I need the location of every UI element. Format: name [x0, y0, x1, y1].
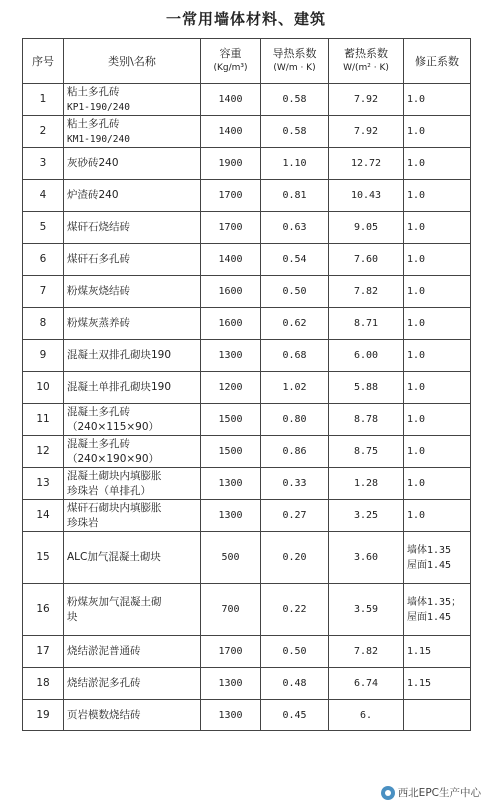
- cell-conductivity: 0.22: [261, 584, 329, 636]
- cell-name: [64, 372, 201, 404]
- cell-name: [64, 212, 201, 244]
- cell-storage: 3.59: [329, 584, 404, 636]
- cell-density: 1700: [201, 636, 261, 668]
- cell-name: [64, 636, 201, 668]
- material-name: 混凝土单排孔砌块190: [67, 381, 172, 393]
- cell-correction: [404, 436, 471, 468]
- table-row: [23, 532, 471, 584]
- cell-index: 4: [23, 180, 64, 212]
- correction-value: 1.0: [407, 446, 426, 457]
- cell-storage: 6.00: [329, 340, 404, 372]
- table-row: [23, 244, 471, 276]
- correction-value: 1.0: [407, 190, 426, 201]
- material-subname: 珍珠岩: [67, 516, 99, 529]
- material-name: 混凝土双排孔砌块190: [67, 349, 172, 361]
- cell-name: [64, 276, 201, 308]
- table-row: [23, 404, 471, 436]
- cell-density: 1200: [201, 372, 261, 404]
- cell-correction: [404, 500, 471, 532]
- cell-name: [64, 340, 201, 372]
- cell-name: [64, 244, 201, 276]
- cell-index: 3: [23, 148, 64, 180]
- cell-name: [64, 700, 201, 731]
- cell-index: 6: [23, 244, 64, 276]
- material-subname: KM1-190/240: [67, 133, 130, 145]
- header-row: [23, 39, 471, 84]
- cell-density: 1600: [201, 308, 261, 340]
- material-subname: （240×115×90）: [67, 420, 160, 433]
- material-name: 烧结淤泥多孔砖: [67, 677, 141, 689]
- cell-density: 1300: [201, 340, 261, 372]
- header-conductivity: [261, 39, 329, 84]
- correction-value: 墙体1.35；: [407, 596, 462, 608]
- material-subname: KP1-190/240: [67, 101, 130, 113]
- cell-correction: [404, 84, 471, 116]
- cell-conductivity: 0.86: [261, 436, 329, 468]
- cell-storage: 6.: [329, 700, 404, 731]
- header-correction: 修正系数: [404, 39, 471, 84]
- cell-storage: 6.74: [329, 668, 404, 700]
- table-row: [23, 276, 471, 308]
- correction-value: 1.0: [407, 222, 426, 233]
- table-row: [23, 636, 471, 668]
- material-name: 粉煤灰加气混凝土砌: [67, 595, 162, 608]
- cell-density: 1700: [201, 212, 261, 244]
- correction-value: 1.0: [407, 382, 426, 393]
- cell-name: [64, 116, 201, 148]
- cell-storage: 8.78: [329, 404, 404, 436]
- cell-correction: [404, 340, 471, 372]
- cell-index: 13: [23, 468, 64, 500]
- cell-index: 15: [23, 532, 64, 584]
- table-row: [23, 500, 471, 532]
- cell-conductivity: 1.02: [261, 372, 329, 404]
- correction-value: 1.0: [407, 254, 426, 265]
- table-row: [23, 436, 471, 468]
- wechat-account-icon: [381, 786, 395, 800]
- cell-density: 1400: [201, 116, 261, 148]
- cell-storage: 12.72: [329, 148, 404, 180]
- material-name: 页岩模数烧结砖: [67, 708, 141, 721]
- correction-value: 1.0: [407, 158, 426, 169]
- cell-index: 12: [23, 436, 64, 468]
- material-name: 混凝土砌块内填膨胀: [67, 469, 162, 482]
- cell-correction: [404, 468, 471, 500]
- cell-index: 10: [23, 372, 64, 404]
- header-name: 类别\名称: [64, 39, 201, 84]
- cell-conductivity: 0.45: [261, 700, 329, 731]
- cell-density: 1400: [201, 244, 261, 276]
- cell-storage: 3.25: [329, 500, 404, 532]
- cell-index: 8: [23, 308, 64, 340]
- material-name: 粘土多孔砖: [67, 85, 120, 98]
- table-row: [23, 372, 471, 404]
- cell-index: 1: [23, 84, 64, 116]
- cell-name: [64, 436, 201, 468]
- cell-correction: [404, 276, 471, 308]
- header-storage-unit: W/(m² · K): [343, 63, 389, 73]
- correction-value: 1.0: [407, 318, 426, 329]
- cell-correction: [404, 308, 471, 340]
- header-density-label: 容重: [219, 47, 242, 60]
- material-name: 粘土多孔砖: [67, 117, 120, 130]
- cell-name: [64, 404, 201, 436]
- table-row: [23, 116, 471, 148]
- correction-value: 1.15: [407, 678, 432, 689]
- cell-correction: [404, 532, 471, 584]
- table-row: [23, 584, 471, 636]
- correction-value: 1.0: [407, 510, 426, 521]
- cell-conductivity: 0.33: [261, 468, 329, 500]
- cell-index: 14: [23, 500, 64, 532]
- cell-index: 16: [23, 584, 64, 636]
- cell-correction: [404, 212, 471, 244]
- cell-storage: 3.60: [329, 532, 404, 584]
- material-name: 炉渣砖240: [67, 189, 119, 201]
- cell-storage: 1.28: [329, 468, 404, 500]
- material-name: 烧结淤泥普通砖: [67, 645, 141, 657]
- header-storage-label: 蓄热系数: [344, 47, 388, 60]
- cell-correction: [404, 180, 471, 212]
- cell-density: 500: [201, 532, 261, 584]
- cell-conductivity: 0.50: [261, 636, 329, 668]
- material-name: ALC加气混凝土砌块: [67, 551, 161, 563]
- correction-value: 1.0: [407, 126, 426, 137]
- material-subname: 珍珠岩（单排孔）: [67, 484, 151, 497]
- cell-correction: [404, 700, 471, 731]
- cell-name: [64, 532, 201, 584]
- cell-storage: 7.82: [329, 276, 404, 308]
- table-row: [23, 668, 471, 700]
- cell-conductivity: 0.48: [261, 668, 329, 700]
- cell-name: [64, 468, 201, 500]
- cell-correction: [404, 404, 471, 436]
- table-row: [23, 212, 471, 244]
- cell-correction: [404, 148, 471, 180]
- cell-conductivity: 0.54: [261, 244, 329, 276]
- cell-index: 11: [23, 404, 64, 436]
- cell-name: [64, 148, 201, 180]
- cell-conductivity: 0.68: [261, 340, 329, 372]
- cell-density: 1500: [201, 404, 261, 436]
- cell-index: 19: [23, 700, 64, 731]
- cell-name: [64, 584, 201, 636]
- cell-storage: 7.60: [329, 244, 404, 276]
- material-name: 混凝土多孔砖: [67, 405, 130, 418]
- cell-conductivity: 0.20: [261, 532, 329, 584]
- cell-name: [64, 668, 201, 700]
- table-row: [23, 84, 471, 116]
- cell-name: [64, 500, 201, 532]
- header-density: [201, 39, 261, 84]
- material-name: 煤矸石多孔砖: [67, 253, 130, 265]
- cell-density: 1400: [201, 84, 261, 116]
- cell-index: 9: [23, 340, 64, 372]
- cell-density: 1900: [201, 148, 261, 180]
- correction-value: 1.0: [407, 414, 426, 425]
- materials-table: [22, 38, 471, 731]
- cell-index: 18: [23, 668, 64, 700]
- watermark-text: 西北EPC生产中心: [397, 787, 481, 799]
- cell-correction: [404, 636, 471, 668]
- cell-index: 2: [23, 116, 64, 148]
- table-row: [23, 308, 471, 340]
- correction-value: 1.15: [407, 646, 432, 657]
- cell-name: [64, 84, 201, 116]
- cell-conductivity: 0.63: [261, 212, 329, 244]
- material-name: 煤矸石烧结砖: [67, 221, 130, 233]
- cell-storage: 5.88: [329, 372, 404, 404]
- cell-conductivity: 0.58: [261, 84, 329, 116]
- material-name: 灰砂砖240: [67, 157, 119, 169]
- cell-correction: [404, 584, 471, 636]
- cell-conductivity: 0.80: [261, 404, 329, 436]
- material-subname: （240×190×90）: [67, 452, 160, 465]
- header-storage: [329, 39, 404, 84]
- correction-value: 1.0: [407, 286, 426, 297]
- cell-density: 1300: [201, 500, 261, 532]
- correction-value: 1.0: [407, 350, 426, 361]
- table-row: [23, 468, 471, 500]
- cell-density: 1600: [201, 276, 261, 308]
- cell-index: 17: [23, 636, 64, 668]
- correction-value: 1.0: [407, 478, 426, 489]
- header-conductivity-unit: (W/m · K): [273, 63, 316, 73]
- table-row: [23, 700, 471, 731]
- correction-value-secondary: 屋面1.45: [407, 611, 452, 623]
- cell-storage: 8.75: [329, 436, 404, 468]
- cell-density: 700: [201, 584, 261, 636]
- cell-storage: 7.82: [329, 636, 404, 668]
- cell-correction: [404, 116, 471, 148]
- cell-conductivity: 1.10: [261, 148, 329, 180]
- correction-value-secondary: 屋面1.45: [407, 559, 452, 571]
- cell-name: [64, 308, 201, 340]
- cell-name: [64, 180, 201, 212]
- material-subname: 块: [67, 610, 78, 623]
- cell-index: 7: [23, 276, 64, 308]
- table-row: [23, 148, 471, 180]
- table-row: [23, 340, 471, 372]
- correction-value: 墙体1.35: [407, 544, 452, 556]
- cell-correction: [404, 668, 471, 700]
- cell-storage: 7.92: [329, 116, 404, 148]
- cell-storage: 10.43: [329, 180, 404, 212]
- cell-correction: [404, 372, 471, 404]
- cell-storage: 9.05: [329, 212, 404, 244]
- cell-conductivity: 0.58: [261, 116, 329, 148]
- table-title: 一常用墙体材料、建筑: [165, 10, 326, 28]
- cell-density: 1500: [201, 436, 261, 468]
- header-index: 序号: [23, 39, 64, 84]
- cell-storage: 8.71: [329, 308, 404, 340]
- material-name: 混凝土多孔砖: [67, 437, 130, 450]
- cell-conductivity: 0.27: [261, 500, 329, 532]
- table-row: [23, 180, 471, 212]
- header-density-unit: (Kg/m³): [213, 63, 248, 73]
- header-conductivity-label: 导热系数: [272, 47, 317, 60]
- cell-conductivity: 0.50: [261, 276, 329, 308]
- correction-value: 1.0: [407, 94, 426, 105]
- material-name: 粉煤灰烧结砖: [67, 285, 130, 297]
- cell-density: 1300: [201, 700, 261, 731]
- cell-index: 5: [23, 212, 64, 244]
- cell-storage: 7.92: [329, 84, 404, 116]
- cell-density: 1300: [201, 468, 261, 500]
- material-name: 粉煤灰蒸养砖: [67, 317, 130, 329]
- cell-density: 1700: [201, 180, 261, 212]
- watermark: [378, 784, 484, 801]
- cell-density: 1300: [201, 668, 261, 700]
- cell-conductivity: 0.81: [261, 180, 329, 212]
- cell-correction: [404, 244, 471, 276]
- material-name: 煤矸石砌块内填膨胀: [67, 501, 162, 514]
- cell-conductivity: 0.62: [261, 308, 329, 340]
